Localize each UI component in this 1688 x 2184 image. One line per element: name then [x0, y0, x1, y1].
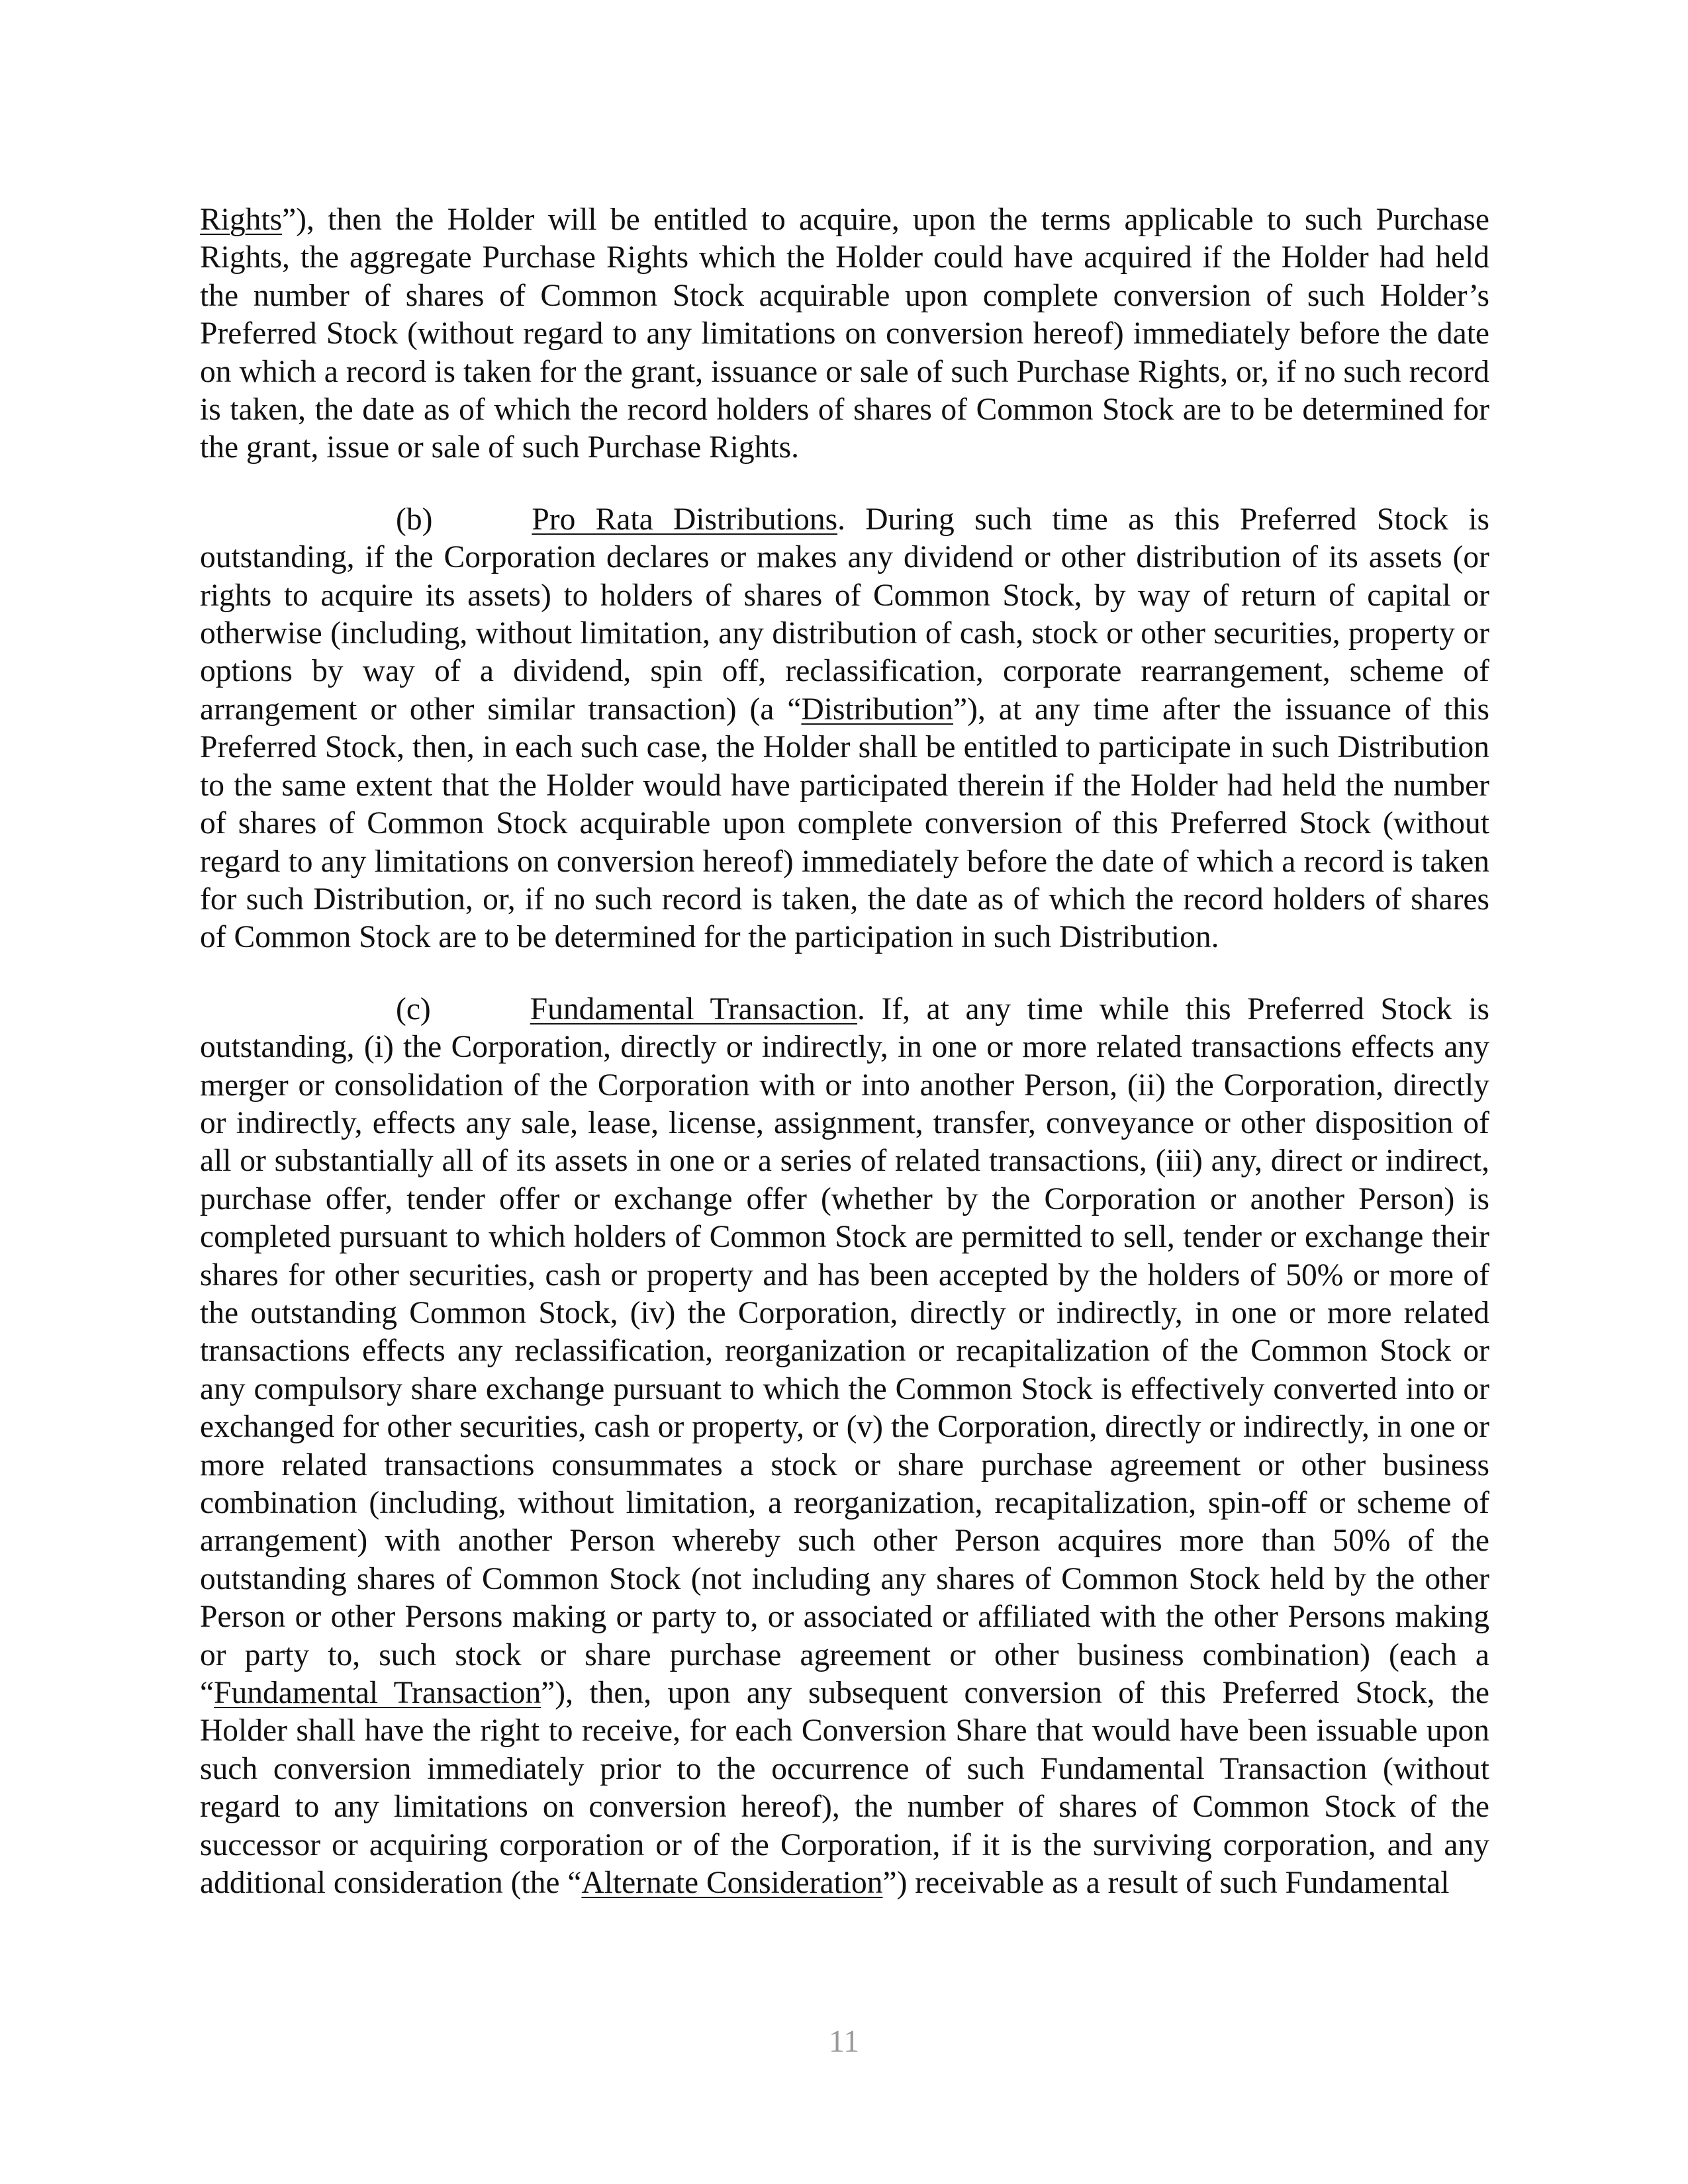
- defined-term-distribution: Distribution: [801, 692, 954, 727]
- paragraph-c-text-2: ”), then, upon any subsequent conversion of this Preferred Stock, the Holder shall have the right to receive, for each Conversion Share that would have been issuable upon such conversion immediately prior to the occurrence of such Fundamental Transaction (without regard to any limitations on conversion hereof), the number of shares of Common Stock of the successor or acquiring corporation or of the Corporation, if it is the surviving corporation, and any additional consideration (the “: [200, 1676, 1489, 1901]
- defined-term-fundamental-transaction: Fundamental Transaction: [214, 1676, 541, 1711]
- paragraph-a-text: ”), then the Holder will be entitled to acquire, upon the terms applicable to such Purchase Rights, the aggregate Purchase Rights which the Holder could have acquired if the Holder had held the number of shares of Common Stock acquirable upon complete conversion of such Holder’s Preferred Stock (without regard to any limitations on conversion hereof) immediately before the date on which a record is taken for the grant, issuance or sale of such Purchase Rights, or, if no such record is taken, the date as of which the record holders of shares of Common Stock are to be determined for the grant, issue or sale of such Purchase Rights.: [200, 203, 1489, 465]
- paragraph-purchase-rights-continuation: [200, 201, 1489, 467]
- document-body: [200, 201, 1489, 1902]
- section-heading-fundamental-transaction: Fundamental Transaction: [530, 991, 858, 1026]
- defined-term-alternate-consideration: Alternate Consideration: [581, 1866, 883, 1901]
- section-label-c: (c): [396, 991, 431, 1026]
- paragraph-pro-rata-distributions: [200, 501, 1489, 957]
- paragraph-b-text-1: . During such time as this Preferred Stock is outstanding, if the Corporation declares or makes any dividend or other distribution of its assets (or rights to acquire its assets) to holders of shares of Common Stock, by way of return of capital or otherwise (including, without limitation, any distribution of cash, stock or other securities, property or options by way of a dividend, spin off, reclassification, corporate rearrangement, scheme of arrangement or other similar transaction) (a “: [200, 502, 1489, 727]
- page-number: 11: [828, 2024, 860, 2059]
- paragraph-c-text-1: . If, at any time while this Preferred Stock is outstanding, (i) the Corporation, directly or indirectly, in one or more related transactions effects any merger or consolidation of the Corporation with or into another Person, (ii) the Corporation, directly or indirectly, effects any sale, lease, license, assignment, transfer, conveyance or other disposition of all or substantially all of its assets in one or a series of related transactions, (iii) any, direct or indirect, purchase offer, tender offer or exchange offer (whether by the Corporation or another Person) is completed pursuant to which holders of Common Stock are permitted to sell, tender or exchange their shares for other securities, cash or property and has been accepted by the holders of 50% or more of the outstanding Common Stock, (iv) the Corporation, directly or indirectly, in one or more related transactions effects any reclassification, reorganization or recapitalization of the Common Stock or any compulsory share exchange pursuant to which the Common Stock is effectively converted into or exchanged for other securities, cash or property, or (v) the Corporation, directly or indirectly, in one or more related transactions consummates a stock or share purchase agreement or other business combination (including, without limitation, a reorganization, recapitalization, spin-off or scheme of arrangement) with another Person whereby such other Person acquires more than 50% of the outstanding shares of Common Stock (not including any shares of Common Stock held by the other Person or other Persons making or party to, or associated or affiliated with the other Persons making or party to, such stock or share purchase agreement or other business combination) (each a “: [200, 991, 1489, 1711]
- section-label-b: (b): [396, 502, 433, 537]
- paragraph-b-text-2: ”), at any time after the issuance of this Preferred Stock, then, in each such case, the Holder shall be entitled to participate in such Distribution to the same extent that the Holder would have participated therein if the Holder had held the number of shares of Common Stock acquirable upon complete conversion of this Preferred Stock (without regard to any limitations on conversion hereof) immediately before the date of which a record is taken for such Distribution, or, if no such record is taken, the date as of which the record holders of shares of Common Stock are to be determined for the participation in such Distribution.: [200, 692, 1489, 955]
- section-heading-pro-rata-distributions: Pro Rata Distributions: [532, 502, 838, 537]
- paragraph-fundamental-transaction: [200, 991, 1489, 1903]
- defined-term-rights: Rights: [200, 203, 283, 237]
- paragraph-c-text-3: ”) receivable as a result of such Fundamental: [882, 1866, 1450, 1901]
